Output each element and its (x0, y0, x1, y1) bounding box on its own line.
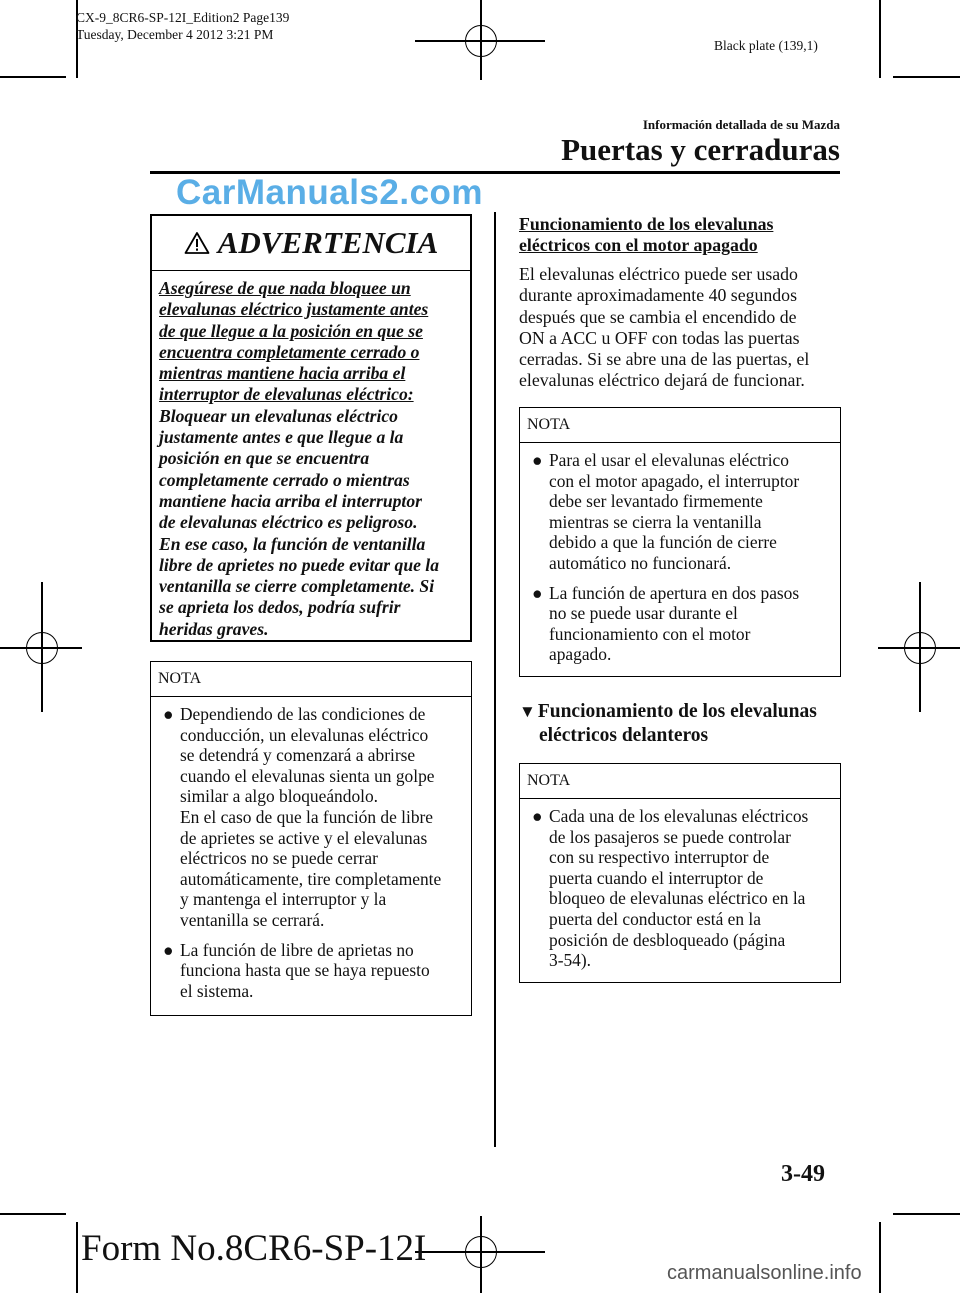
bullet-icon: ● (532, 806, 543, 826)
warning-line: ventanilla se cierre completamente. Si (159, 576, 435, 597)
registration-mark-bottom (465, 1236, 495, 1266)
item-line: funcionamiento con el motor (549, 623, 751, 644)
warning-line: elevalunas eléctrico justamente antes (159, 299, 429, 320)
warning-line: libre de aprietes no puede evitar que la (159, 554, 439, 575)
item-line: 3-54). (549, 950, 592, 971)
warning-line: mientras mantiene hacia arriba el (159, 363, 406, 384)
section-triangle-icon: ▼ (519, 702, 536, 721)
list-item (158, 940, 465, 1002)
item-line: funciona hasta que se haya repuesto (180, 960, 430, 981)
warning-line: justamente antes e que llegue a la (159, 427, 404, 448)
item-line: apagado. (549, 644, 612, 665)
item-line: bloqueo de elevalunas eléctrico en la (549, 888, 806, 909)
warning-box (150, 214, 472, 642)
trim-mark (879, 0, 881, 78)
chapter-title: Puertas y cerraduras (561, 132, 840, 167)
list-item (158, 704, 465, 931)
print-info-line: CX-9_8CR6-SP-12I_Edition2 Page139 (76, 10, 290, 25)
paragraph-line: elevalunas eléctrico dejará de funcionar. (519, 370, 805, 391)
item-line: La función de libre de aprietas no (180, 939, 414, 960)
item-line: eléctricos no se puede cerrar (180, 848, 378, 869)
nota-list (520, 799, 840, 979)
form-number: Form No.8CR6-SP-12I (81, 1228, 427, 1269)
item-line: de aprietes se active y el elevalunas (180, 827, 428, 848)
item-line: debe ser levantado firmemente (549, 491, 763, 512)
item-line: se detendrá y comenzará a abrirse (180, 745, 416, 766)
item-line: automático no funcionará. (549, 552, 732, 573)
chapter-subtitle: Información detallada de su Mazda (642, 117, 840, 132)
paragraph-line: El elevalunas eléctrico puede ser usado (519, 264, 798, 284)
warning-header (152, 216, 470, 271)
item-line: no se puede usar durante el (549, 603, 738, 624)
item-line: La función de apertura en dos pasos (549, 582, 800, 603)
nota-box (150, 661, 472, 1016)
nota-label: NOTA (520, 764, 840, 799)
nota-box (519, 763, 841, 983)
warning-body (152, 271, 470, 640)
registration-mark-top (465, 25, 495, 55)
item-line: de los pasajeros se puede controlar (549, 826, 791, 847)
item-line: conducción, un elevalunas eléctrico (180, 724, 429, 745)
warning-line: de elevalunas eléctrico es peligroso. (159, 512, 418, 533)
item-line: Dependiendo de las condiciones de (180, 704, 426, 724)
column-divider (494, 212, 496, 1147)
section-title (519, 700, 817, 748)
warning-line: encuentra completamente cerrado o (159, 341, 420, 362)
warning-line: interruptor de elevalunas eléctrico: (159, 384, 414, 405)
body-paragraph (519, 264, 841, 392)
warning-line: completamente cerrado o mientras (159, 469, 410, 490)
nota-list (520, 443, 840, 673)
item-line: debido a que la función de cierre (549, 532, 777, 553)
item-line: mientras se cierra la ventanilla (549, 511, 762, 532)
section-title-line: Funcionamiento de los elevalunas (537, 701, 817, 722)
warning-line: Asegúrese de que nada bloquee un (159, 278, 411, 298)
nota-label: NOTA (520, 408, 840, 443)
subsection-title-line: Funcionamiento de los elevalunas (519, 214, 774, 234)
nota-label: NOTA (151, 662, 471, 697)
item-line: puerta del conductor está en la (549, 908, 761, 929)
subsection-title-line: eléctricos con el motor apagado (519, 235, 758, 255)
trim-mark (893, 1213, 960, 1215)
bullet-icon: ● (163, 939, 174, 960)
item-line: cuando el elevalunas sienta un golpe (180, 765, 435, 786)
page-number: 3-49 (781, 1161, 825, 1187)
warning-line: de que llegue a la posición en que se (159, 320, 423, 341)
bullet-icon: ● (532, 450, 543, 470)
trim-mark (0, 76, 66, 78)
plate-label: Black plate (139,1) (714, 38, 818, 53)
list-item (527, 806, 834, 971)
warning-line: En ese caso, la función de ventanilla (159, 533, 426, 554)
watermark-logo: CarManuals2.com (176, 173, 484, 212)
warning-triangle-icon (184, 231, 210, 255)
warning-title: ADVERTENCIA (217, 225, 439, 260)
item-line: posición de desbloqueado (página (549, 929, 786, 950)
bullet-icon: ● (532, 582, 543, 603)
subsection-title (519, 214, 773, 256)
item-line: el sistema. (180, 980, 254, 1001)
paragraph-line: después que se cambia el encendido de (519, 306, 797, 327)
item-line: con su respectivo interruptor de (549, 847, 770, 868)
item-line: Cada una de los elevalunas eléctricos (549, 806, 809, 826)
print-info-line: Tuesday, December 4 2012 3:21 PM (76, 27, 274, 42)
item-line: Para el usar el elevalunas eléctrico (549, 450, 789, 470)
paragraph-line: cerradas. Si se abre una de las puertas, el (519, 349, 810, 370)
trim-mark (0, 1213, 66, 1215)
warning-line: Bloquear un elevalunas eléctrico (159, 405, 398, 426)
nota-list (151, 697, 471, 1009)
warning-line: se aprieta los dedos, podría sufrir (159, 597, 401, 618)
trim-mark (879, 1222, 881, 1293)
warning-line: mantiene hacia arriba el interruptor (159, 490, 422, 511)
item-line: automáticamente, tire completamente (180, 868, 442, 889)
item-line: ventanilla se cerrará. (180, 909, 325, 930)
bullet-icon: ● (163, 704, 174, 724)
item-line: puerta cuando el interruptor de (549, 867, 764, 888)
paragraph-line: durante aproximadamente 40 segundos (519, 285, 797, 306)
item-line: y mantenga el interruptor y la (180, 889, 387, 910)
trim-mark (893, 76, 960, 78)
item-line: En el caso de que la función de libre (180, 806, 434, 827)
trim-mark (76, 1222, 78, 1293)
list-item (527, 583, 834, 665)
registration-mark-left (26, 632, 56, 662)
warning-line: posición en que se encuentra (159, 448, 370, 469)
list-item (527, 450, 834, 574)
warning-line: heridas graves. (159, 618, 269, 639)
print-info (76, 9, 289, 43)
paragraph-line: ON a ACC u OFF con todas las puertas (519, 327, 800, 348)
item-line: con el motor apagado, el interruptor (549, 470, 800, 491)
item-line: similar a algo bloqueándolo. (180, 786, 379, 807)
nota-box (519, 407, 841, 677)
site-watermark: carmanualsonline.info (667, 1262, 862, 1284)
registration-mark-right (904, 632, 934, 662)
section-title-line: eléctricos delanteros (539, 725, 709, 746)
